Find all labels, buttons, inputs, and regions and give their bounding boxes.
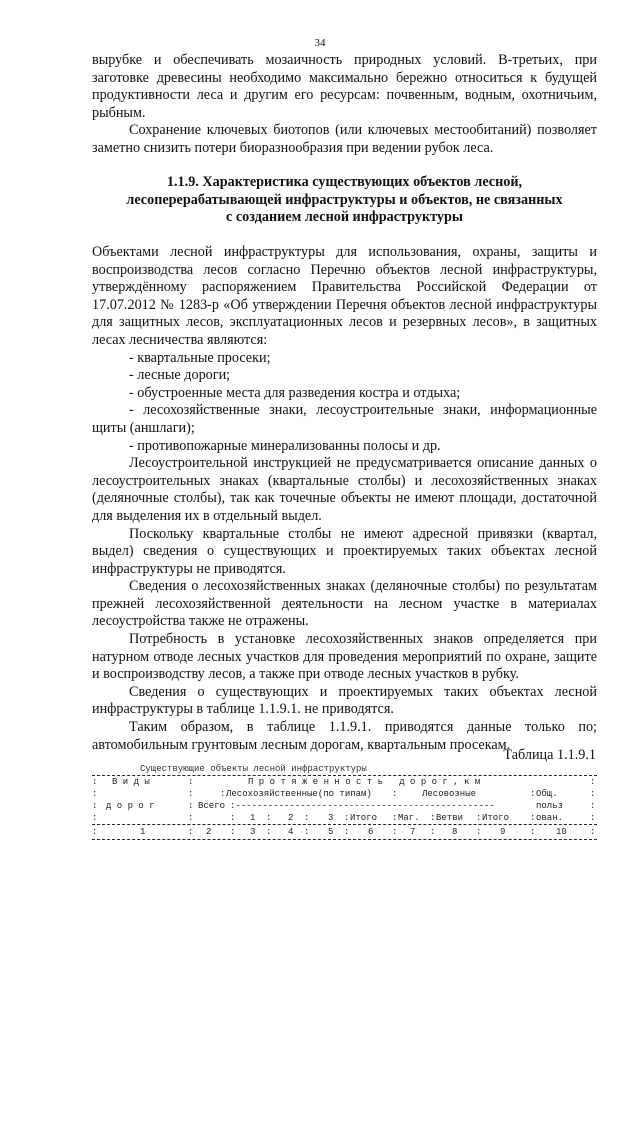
intro-text: [92, 52, 597, 158]
table-border-bottom: [92, 839, 597, 840]
intro-paragraph-1: вырубке и обеспечивать мозаичность природных условий. В-третьих, при заготовке древесины необходимо максимально бережно относиться к будущей продуктивности леса и другим его ресурсам: почвенным, водным, охотничьим, рыбным.: [92, 52, 597, 121]
table-column-numbers-row: : 1 : 2 : 3 : 4 : 5 : 6 : 7 : 8 : 9 : 10 :: [92, 827, 596, 837]
header-common-3: ован.: [536, 813, 564, 823]
intro-paragraph-2: Сохранение ключевых биотопов (или ключевых местообитаний) позволяет заметно снизить потери биоразнообразия при ведении рубок леса.: [92, 122, 597, 156]
table-header-row-2: : : : Лесохозяйственные(по типам) : Лесовозные : Общ. :: [92, 789, 596, 799]
header-sub-mag: Маг.: [398, 813, 420, 823]
list-item: - квартальные просеки;: [129, 349, 271, 366]
page-number: 34: [314, 37, 326, 49]
table-title: Существующие объекты лесной инфраструктуры: [140, 764, 367, 774]
header-sub-1: 1: [250, 813, 256, 823]
section-heading: [92, 174, 597, 227]
list-item: - обустроенные места для разведения костра и отдыха;: [129, 384, 461, 401]
body-paragraph: Таким образом, в таблице 1.1.9.1. приводятся данные только по; автомобильным грунтовым лесным дорогам, квартальным просекам.: [92, 719, 597, 753]
column-number: 4: [288, 827, 294, 837]
body-paragraph: Лесоустроительной инструкцией не предусматривается описание данных о лесоустроительных знаках (квартальные столбы) и лесохозяйственных знаках (деляночные столбы), так как точечные объекты не имеют площади, достаточной для выделения их в отдельный выдел.: [92, 455, 597, 524]
body-intro-paragraph: Объектами лесной инфраструктуры для использования, охраны, защиты и воспроизводства лесов согласно Перечню объектов лесной инфраструктуры, утверждённому распоряжением Правительства Российской Федерации от 17.07.2012 № 1283-р «Об утверждении Перечня объектов лесной инфраструктуры для защитных лесов, эксплуатационных лесов и резервных лесов», в защитных лесах лесничества являются:: [92, 244, 597, 348]
column-number: 2: [206, 827, 212, 837]
table-header-row-4: : : : 1 : 2 : 3 : Итого : Маг. : Ветви : Итого : ован. :: [92, 813, 596, 823]
header-sub-3: 3: [328, 813, 334, 823]
section-heading-line-2: лесоперерабатывающей инфраструктуры и объектов, не связанных: [126, 191, 563, 208]
body-paragraph: Потребность в установке лесохозяйственных знаков определяется при натурном отводе лесных участков для проведения мероприятий по охране, защите и воспроизводству лесов, а также при отводе лесных участков в рубку.: [92, 631, 597, 683]
list-item: - лесохозяйственные знаки, лесоустроительные знаки, информационные щиты (аншлаги);: [92, 402, 597, 436]
body-paragraph: Поскольку квартальные столбы не имеют адресной привязки (квартал, выдел) сведения о существующих и проектируемых таких объектах лесной инфраструктуры не приводятся.: [92, 525, 597, 577]
table-header-row-3: : д о р о г : Всего :------------------------------------------------ польз :: [92, 801, 596, 811]
section-heading-line-1: 1.1.9. Характеристика существующих объектов лесной,: [166, 174, 523, 190]
header-common-2: польз: [536, 801, 564, 811]
column-number: 9: [500, 827, 506, 837]
header-types-2: д о р о г: [106, 801, 155, 811]
header-sub-total: Итого: [350, 813, 378, 823]
header-types-1: В и д ы: [112, 777, 150, 787]
header-common-1: Общ.: [536, 789, 558, 799]
header-length-group: П р о т я ж е н н о с т ь д о р о г , к м: [248, 777, 481, 787]
column-number: 3: [250, 827, 256, 837]
column-number: 10: [556, 827, 567, 837]
header-sub-total2: Итого: [482, 813, 510, 823]
column-number: 5: [328, 827, 334, 837]
list-item: - лесные дороги;: [129, 367, 231, 384]
section-heading-line-3: с созданием лесной инфраструктуры: [226, 209, 463, 226]
table-caption: Таблица 1.1.9.1: [503, 747, 596, 763]
body-paragraph: Сведения о лесохозяйственных знаках (деляночные столбы) по результатам прежней лесохозяйственной деятельности на лесном участке в материалах лесоустройства также не отражены.: [92, 578, 597, 630]
header-total: Всего: [198, 801, 226, 811]
header-sub-vetv: Ветви: [436, 813, 464, 823]
list-item: - противопожарные минерализованны полосы и др.: [129, 437, 441, 454]
header-sub-2: 2: [288, 813, 294, 823]
column-number: 7: [410, 827, 416, 837]
table-header-row-1: : В и д ы : П р о т я ж е н н о с т ь д о р о г , к м :: [92, 777, 596, 787]
body-paragraph: Сведения о существующих и проектируемых таких объектах лесной инфраструктуры в таблице 1.1.9.1. не приводятся.: [92, 683, 597, 718]
infrastructure-table: [92, 775, 597, 840]
main-text: [92, 244, 597, 754]
column-number: 1: [140, 827, 146, 837]
header-forestry: Лесохозяйственные(по типам): [226, 789, 372, 799]
column-number: 6: [368, 827, 374, 837]
column-number: 8: [452, 827, 458, 837]
header-timber: Лесовозные: [422, 789, 477, 799]
